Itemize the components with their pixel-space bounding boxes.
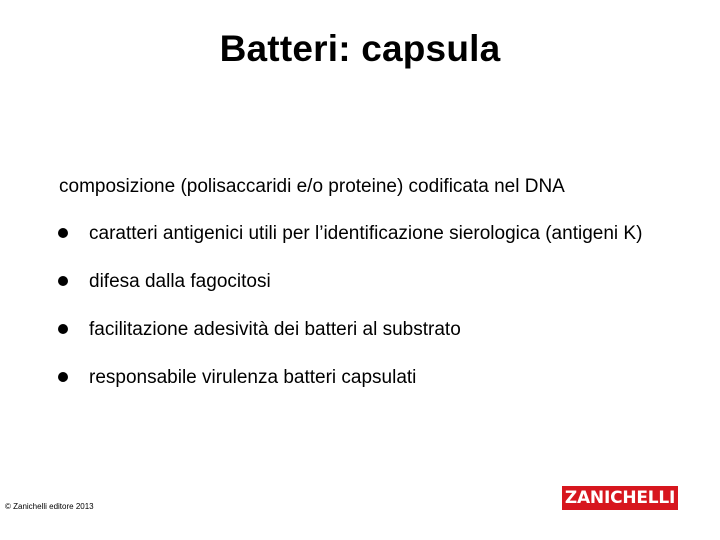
bullet-icon (58, 324, 68, 334)
bullet-item (58, 364, 678, 392)
intro-line: composizione (polisaccaridi e/o proteine) codificata nel DNA (59, 176, 565, 197)
logo-text: ZANICHELLI (564, 488, 676, 508)
bullet-icon (58, 372, 68, 382)
bullet-text: responsabile virulenza batteri capsulati (89, 367, 417, 388)
bullet-item (58, 316, 678, 344)
bullet-item (58, 220, 678, 248)
bullet-text: caratteri antigenici utili per l’identificazione sierologica (antigeni K) (89, 223, 643, 244)
zanichelli-logo (562, 486, 678, 510)
bullet-list (58, 220, 678, 392)
bullet-icon (58, 228, 68, 238)
bullet-text: facilitazione adesività dei batteri al substrato (89, 319, 461, 340)
slide-title: Batteri: capsula (219, 28, 501, 69)
bullet-item (58, 268, 678, 296)
bullet-text: difesa dalla fagocitosi (89, 271, 271, 292)
bullet-icon (58, 276, 68, 286)
copyright-notice: © Zanichelli editore 2013 (5, 502, 94, 511)
